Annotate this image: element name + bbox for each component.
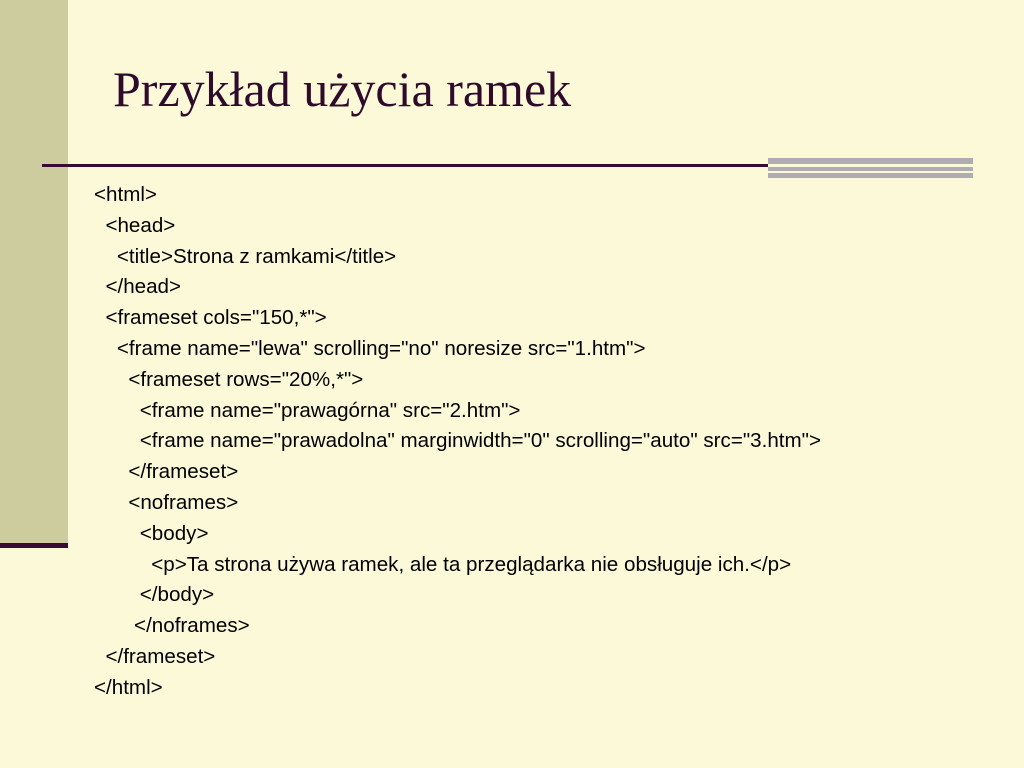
code-line: <frame name="prawagórna" src="2.htm">	[94, 398, 521, 422]
code-line: <title>Strona z ramkami</title>	[94, 244, 397, 268]
title-divider-line	[42, 164, 772, 167]
code-line: </frameset>	[94, 644, 216, 668]
code-line: <frameset rows="20%,*">	[94, 367, 364, 391]
code-line: <frame name="lewa" scrolling="no" noresize src="1.htm">	[94, 336, 646, 360]
slide-title: Przykład użycia ramek	[113, 61, 572, 117]
html-code-listing	[94, 180, 821, 704]
code-line: <head>	[94, 213, 176, 237]
code-line: </frameset>	[94, 460, 239, 484]
code-line: </noframes>	[94, 614, 250, 638]
code-line: <html>	[94, 183, 157, 206]
code-line: <frame name="prawadolna" marginwidth="0" scrolling="auto" src="3.htm">	[94, 429, 821, 453]
code-line: </body>	[94, 583, 215, 607]
code-line: </head>	[94, 275, 182, 299]
left-band-rule	[0, 543, 68, 548]
code-line: <p>Ta strona używa ramek, ale ta przeglądarka nie obsługuje ich.</p>	[94, 552, 792, 576]
code-line: </html>	[94, 675, 163, 699]
decorative-accent-bar	[768, 158, 973, 178]
code-line: <frameset cols="150,*">	[94, 306, 327, 330]
code-line: <body>	[94, 521, 209, 545]
code-line: <noframes>	[94, 490, 239, 514]
left-side-band	[0, 0, 68, 545]
